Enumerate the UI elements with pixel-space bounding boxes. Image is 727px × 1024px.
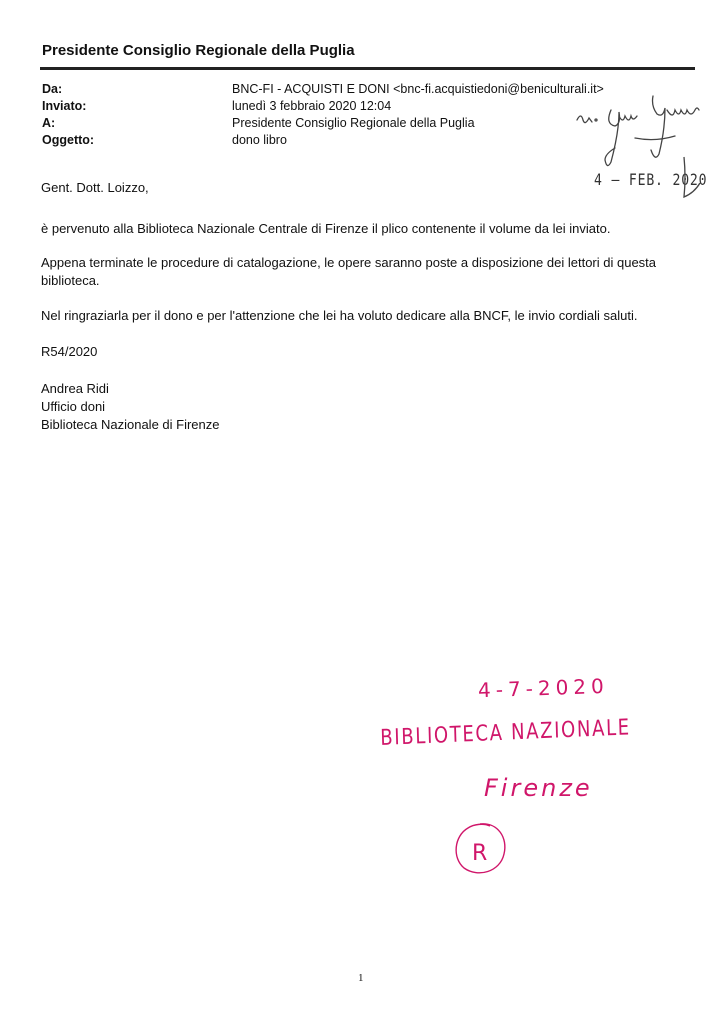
handwritten-date: 4-7-2020 xyxy=(477,673,610,703)
meta-label: Da: xyxy=(42,82,63,96)
meta-label: Oggetto: xyxy=(42,133,95,147)
circled-r-letter: R xyxy=(472,841,488,866)
handwritten-library: BIBLIOTECA NAZIONALE xyxy=(380,715,632,751)
received-stamp-date: 4 – FEB. 2020 xyxy=(594,170,708,189)
signatory-name: Andrea Ridi xyxy=(41,381,109,396)
signatory-office: Ufficio doni xyxy=(41,399,106,414)
greeting: Gent. Dott. Loizzo, xyxy=(41,180,149,195)
handwritten-city: Firenze xyxy=(484,774,593,802)
signatory-organization: Biblioteca Nazionale di Firenze xyxy=(41,417,220,432)
meta-label: A: xyxy=(42,116,56,130)
meta-label: Inviato: xyxy=(42,99,87,113)
meta-value: lunedì 3 febbraio 2020 12:04 xyxy=(232,99,392,113)
page-number: 1 xyxy=(358,972,364,984)
meta-value: BNC-FI - ACQUISTI E DONI <bnc-fi.acquistiedoni@beniculturali.it> xyxy=(232,82,604,96)
paragraph-2: Appena terminate le procedure di catalogazione, le opere saranno poste a disposizione dei lettori di questa biblioteca. xyxy=(41,255,657,288)
paragraph-1: è pervenuto alla Biblioteca Nazionale Centrale di Firenze il plico contenente il volume da lei inviato. xyxy=(41,221,611,236)
meta-value: dono libro xyxy=(232,133,287,147)
stamp-mark xyxy=(680,155,710,205)
circled-r-mark xyxy=(450,820,510,880)
meta-value: Presidente Consiglio Regionale della Puglia xyxy=(232,116,475,130)
reference-number: R54/2020 xyxy=(41,344,98,359)
header-divider xyxy=(40,67,695,70)
paragraph-3: Nel ringraziarla per il dono e per l'attenzione che lei ha voluto dedicare alla BNCF, le invio cordiali saluti. xyxy=(41,308,638,323)
document-title: Presidente Consiglio Regionale della Puglia xyxy=(42,42,355,59)
